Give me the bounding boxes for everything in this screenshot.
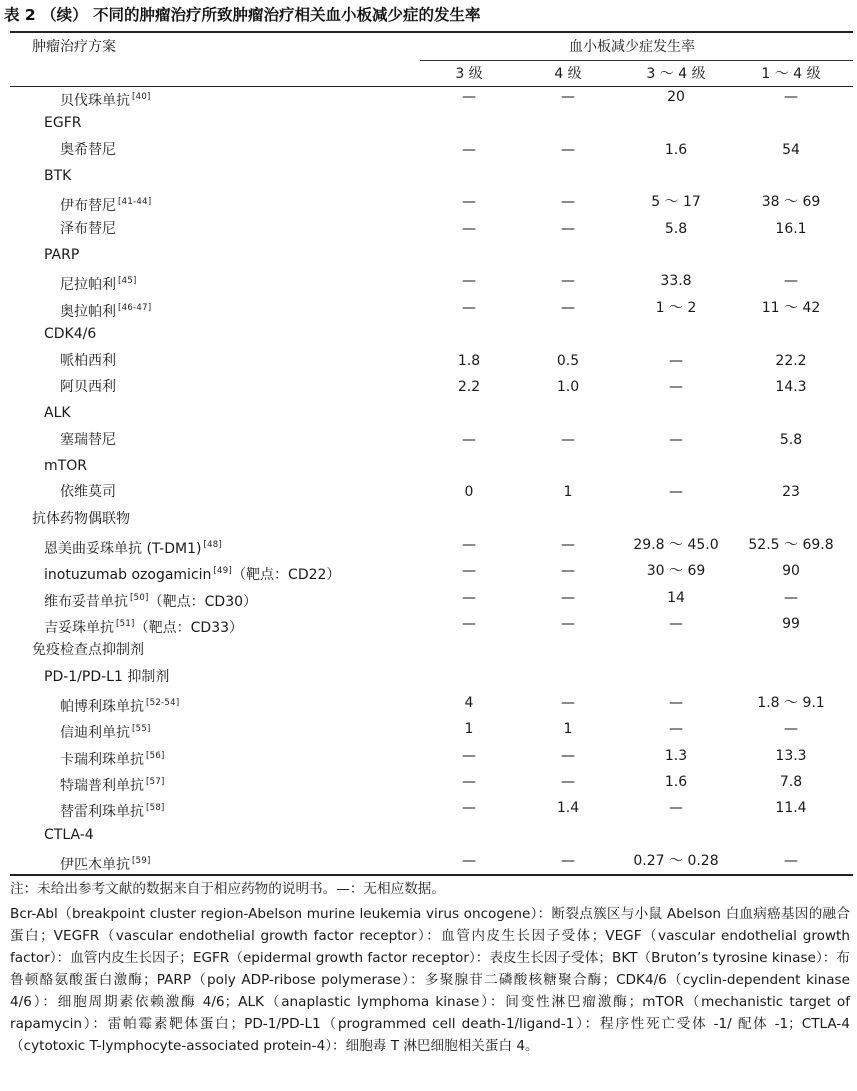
- row-label: [44, 165, 71, 187]
- row-label-text: 吉妥珠单抗: [44, 620, 114, 636]
- row-label: [44, 323, 96, 345]
- cell-g3: 0: [464, 484, 474, 501]
- cell-g14: —: [784, 273, 798, 290]
- cell-g3: —: [462, 774, 476, 791]
- header-grade-3-4: 3 ～ 4 级: [646, 66, 706, 82]
- row-label-text: 阿贝西利: [60, 378, 116, 395]
- cell-g4: —: [561, 220, 575, 237]
- reference-superscript: [58]: [146, 803, 165, 814]
- row-label: [60, 297, 151, 323]
- cell-g34: 1 ～ 2: [655, 299, 697, 316]
- row-label: [60, 797, 165, 823]
- reference-superscript: [45]: [118, 276, 137, 287]
- row-label: [60, 771, 165, 797]
- row-label-text: 泽布替尼: [60, 220, 116, 237]
- cell-g14: —: [784, 721, 798, 738]
- row-label-text: 奥希替尼: [60, 141, 116, 158]
- cell-g3: 2.2: [457, 378, 481, 395]
- cell-g3: —: [462, 853, 476, 870]
- row-label: [60, 191, 151, 217]
- cell-g14: —: [784, 589, 798, 606]
- cell-g4: —: [561, 431, 575, 448]
- cell-g14: 1.8 ～ 9.1: [757, 695, 825, 712]
- row-label: [44, 613, 243, 639]
- row-label-text: 塞瑞替尼: [60, 431, 116, 448]
- row-label: [32, 508, 130, 530]
- reference-superscript: [41-44]: [118, 197, 152, 208]
- row-label-text: PD-1/PD-L1 抑制剂: [44, 668, 170, 685]
- row-label-text: 抗体药物偶联物: [32, 510, 130, 527]
- row-label: [60, 376, 116, 398]
- row-label-text: 免疫检查点抑制剂: [32, 642, 144, 659]
- cell-g4: —: [561, 747, 575, 764]
- table-title: 表 2 （续） 不同的肿瘤治疗所致肿瘤治疗相关血小板减少症的发生率: [4, 6, 481, 24]
- row-label: [60, 350, 116, 372]
- target-annotation: （靶点：CD30）: [148, 593, 258, 610]
- row-label: [60, 481, 116, 503]
- row-label-text: 伊布替尼: [60, 198, 116, 215]
- cell-g34: 5 ～ 17: [651, 194, 701, 211]
- cell-g34: —: [669, 484, 683, 501]
- row-label: [60, 718, 151, 744]
- bottom-rule: [10, 874, 853, 876]
- cell-g34: 14: [667, 589, 685, 606]
- cell-g14: 16.1: [775, 220, 807, 237]
- cell-g3: 1.8: [457, 352, 481, 369]
- row-label-text: BTK: [44, 168, 72, 185]
- cell-g34: 1.3: [664, 747, 688, 764]
- cell-g3: —: [462, 194, 476, 211]
- row-label: [60, 850, 151, 876]
- cell-g34: —: [669, 378, 683, 395]
- reference-superscript: [48]: [203, 539, 223, 550]
- header-group-rule: [420, 60, 853, 61]
- cell-g34: 33.8: [660, 273, 692, 290]
- cell-g14: 22.2: [775, 352, 807, 369]
- row-label: [60, 139, 116, 161]
- cell-g14: 11 ～ 42: [761, 299, 821, 316]
- row-label-text: 尼拉帕利: [60, 277, 116, 294]
- cell-g4: 1: [563, 484, 573, 501]
- cell-g34: 29.8 ～ 45.0: [633, 536, 719, 553]
- footnote-abbreviations: Bcr-Abl（breakpoint cluster region-Abelson murine leukemia virus oncogene）：断裂点簇区与小鼠 Abelson 白血病癌基因的融合蛋白；VEGFR（vascular endothelial growth factor receptor）：血管内皮生长因子受体；VEGF（vascular endothelial growth factor）：血管内皮生长因子；EGFR（epidermal growth factor receptor）：表皮生长因子受体；BKT（Bruton’s tyrosine kinase）：布鲁顿酪氨酸蛋白激酶；PARP（poly ADP-ribose polymerase）：多聚腺苷二磷酸核糖聚合酶；CDK4/6（cyclin-dependent kinase 4/6）：细胞周期素依赖激酶 4/6；ALK（anaplastic lymphoma kinase）：间变性淋巴瘤激酶；mTOR（mechanistic target of rapamycin）：雷帕霉素靶体蛋白；PD-1/PD-L1（programmed cell death-1/ligand-1）：程序性死亡受体 -1/ 配体 -1；CTLA-4（cytotoxic T-lymphocyte-associated protein-4）：细胞毒 T 淋巴细胞相关蛋白 4。: [10, 906, 850, 1054]
- cell-g34: 1.6: [664, 774, 688, 791]
- row-label-text: 依维莫司: [60, 484, 116, 501]
- row-label-text: 信迪利单抗: [60, 725, 130, 742]
- cell-g34: 1.6: [664, 141, 688, 158]
- top-rule: [10, 31, 853, 33]
- cell-g4: —: [561, 616, 575, 632]
- row-label: [60, 745, 165, 771]
- cell-g34: 20: [667, 89, 685, 105]
- cell-g3: —: [462, 536, 476, 553]
- cell-g4: —: [561, 299, 575, 316]
- cell-g14: 7.8: [779, 774, 803, 791]
- row-label: [60, 218, 116, 240]
- cell-g4: 0.5: [556, 352, 580, 369]
- reference-superscript: [56]: [146, 750, 165, 761]
- cell-g14: 38 ～ 69: [761, 194, 821, 211]
- cell-g4: —: [561, 273, 575, 290]
- row-label-text: 维布妥昔单抗: [44, 593, 128, 610]
- cell-g14: 54: [782, 141, 800, 158]
- row-label-text: 伊匹木单抗: [60, 857, 130, 874]
- reference-superscript: [49]: [213, 566, 233, 577]
- reference-superscript: [46-47]: [118, 302, 152, 313]
- row-label-text: mTOR: [44, 457, 87, 474]
- row-label: [44, 666, 169, 688]
- row-label-text: CTLA-4: [44, 826, 94, 843]
- cell-g3: —: [462, 220, 476, 237]
- row-label: [44, 402, 71, 424]
- row-label-text: 恩美曲妥珠单抗 (T-DM1): [44, 540, 202, 557]
- cell-g4: —: [561, 589, 575, 606]
- cell-g14: 11.4: [775, 800, 807, 817]
- cell-g14: 52.5 ～ 69.8: [748, 536, 834, 553]
- reference-superscript: [51]: [116, 619, 135, 629]
- cell-g3: —: [462, 273, 476, 290]
- header-incidence-group: 血小板减少症发生率: [569, 39, 695, 55]
- cell-g3: —: [462, 616, 476, 632]
- cell-g14: 23: [782, 484, 800, 501]
- row-label: [32, 639, 144, 661]
- cell-g14: 14.3: [775, 378, 807, 395]
- cell-g3: —: [462, 589, 476, 606]
- cell-g4: 1.0: [556, 378, 580, 395]
- target-annotation: （靶点：CD33）: [134, 620, 244, 636]
- cell-g3: —: [462, 747, 476, 764]
- reference-superscript: [55]: [132, 724, 151, 735]
- cell-g14: 90: [782, 563, 800, 580]
- cell-g14: 99: [782, 616, 800, 632]
- cell-g4: 1.4: [556, 800, 580, 817]
- header-grade-1-4: 1 ～ 4 级: [761, 66, 821, 82]
- row-label: [60, 86, 151, 112]
- cell-g34: —: [669, 431, 683, 448]
- cell-g14: —: [784, 853, 798, 870]
- header-grade-4: 4 级: [554, 66, 582, 82]
- row-label-text: CDK4/6: [44, 326, 97, 343]
- cell-g4: —: [561, 536, 575, 553]
- cell-g34: 30 ～ 69: [646, 563, 706, 580]
- row-label-text: ALK: [44, 405, 71, 422]
- row-label: [60, 270, 137, 296]
- cell-g4: —: [561, 774, 575, 791]
- row-label-text: 奥拉帕利: [60, 303, 116, 320]
- cell-g34: —: [669, 352, 683, 369]
- row-label-text: 哌柏西利: [60, 352, 116, 369]
- cell-g4: 1: [563, 721, 573, 738]
- cell-g3: —: [462, 141, 476, 158]
- reference-superscript: [57]: [146, 777, 165, 788]
- cell-g34: 5.8: [664, 220, 688, 237]
- row-label-text: 帕博利珠单抗: [60, 699, 144, 716]
- row-label-text: 卡瑞利珠单抗: [60, 751, 144, 768]
- cell-g34: —: [669, 695, 683, 712]
- cell-g34: —: [669, 616, 683, 632]
- row-label-text: 替雷利珠单抗: [60, 804, 144, 821]
- cell-g3: 4: [464, 695, 474, 712]
- cell-g34: —: [669, 721, 683, 738]
- cell-g4: —: [561, 695, 575, 712]
- cell-g4: —: [561, 89, 575, 105]
- reference-superscript: [59]: [132, 856, 151, 867]
- cell-g4: —: [561, 853, 575, 870]
- reference-superscript: [52-54]: [146, 698, 180, 709]
- header-treatment: 肿瘤治疗方案: [32, 39, 116, 55]
- cell-g4: —: [561, 194, 575, 211]
- reference-superscript: [50]: [130, 592, 149, 603]
- row-label: [44, 455, 87, 477]
- cell-g3: —: [462, 299, 476, 316]
- row-label: [44, 244, 79, 266]
- cell-g14: 5.8: [779, 431, 803, 448]
- cell-g3: —: [462, 800, 476, 817]
- cell-g3: 1: [464, 721, 474, 738]
- footnote-data-source: 注：未给出参考文献的数据来自于相应药物的说明书。—：无相应数据。: [10, 881, 445, 897]
- header-grade-3: 3 级: [455, 66, 483, 82]
- cell-g4: —: [561, 141, 575, 158]
- target-annotation: （靶点：CD22）: [232, 567, 341, 584]
- cell-g14: —: [784, 89, 798, 105]
- row-label-text: 特瑞普利单抗: [60, 778, 144, 795]
- row-label-text: PARP: [44, 247, 80, 264]
- row-label: [44, 824, 94, 846]
- row-label: [60, 429, 116, 451]
- row-label-text: EGFR: [44, 115, 82, 132]
- cell-g34: 0.27 ～ 0.28: [633, 853, 719, 870]
- reference-superscript: [40]: [132, 92, 151, 102]
- cell-g3: —: [462, 563, 476, 580]
- row-label: [60, 692, 179, 718]
- row-label-text: inotuzumab ozogamicin: [44, 567, 212, 584]
- cell-g34: —: [669, 800, 683, 817]
- row-label: [44, 587, 257, 613]
- row-label-text: 贝伐珠单抗: [60, 93, 130, 109]
- cell-g3: —: [462, 89, 476, 105]
- row-label: [44, 534, 222, 560]
- row-label: [44, 560, 340, 586]
- cell-g3: —: [462, 431, 476, 448]
- cell-g4: —: [561, 563, 575, 580]
- cell-g14: 13.3: [775, 747, 807, 764]
- row-label: [44, 112, 81, 134]
